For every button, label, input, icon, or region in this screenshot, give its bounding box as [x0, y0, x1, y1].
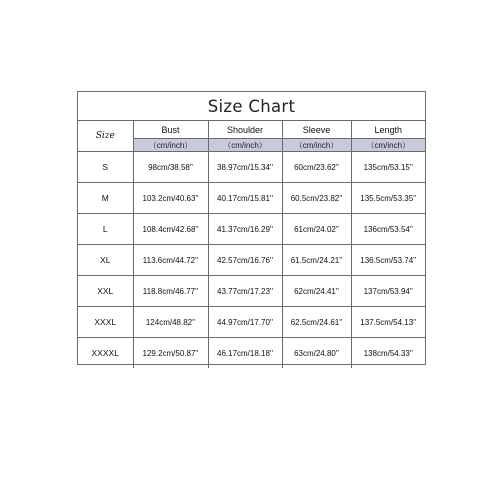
table-row [78, 214, 425, 245]
length-cell: 137cm/53.94'' [351, 276, 425, 307]
length-cell: 135cm/53.15'' [351, 152, 425, 183]
size-cell: M [78, 183, 133, 214]
unit-label: （cm/inch） [351, 139, 425, 152]
bust-cell: 129.2cm/50.87'' [133, 338, 208, 369]
table-row [78, 307, 425, 338]
header-row [78, 121, 425, 139]
size-cell: XXXXL [78, 338, 133, 369]
size-cell: S [78, 152, 133, 183]
column-header-length: Length [351, 121, 425, 139]
shoulder-cell: 40.17cm/15.81'' [208, 183, 282, 214]
shoulder-cell: 44.97cm/17.70'' [208, 307, 282, 338]
sleeve-cell: 61cm/24.02'' [282, 214, 351, 245]
size-cell: L [78, 214, 133, 245]
length-cell: 137.5cm/54.13'' [351, 307, 425, 338]
sleeve-cell: 62cm/24.41'' [282, 276, 351, 307]
sleeve-cell: 63cm/24.80'' [282, 338, 351, 369]
size-cell: XXL [78, 276, 133, 307]
size-chart [77, 91, 426, 365]
bust-cell: 118.8cm/46.77'' [133, 276, 208, 307]
length-cell: 135.5cm/53.35'' [351, 183, 425, 214]
bust-cell: 124cm/48.82'' [133, 307, 208, 338]
column-header-bust: Bust [133, 121, 208, 139]
sleeve-cell: 61.5cm/24.21'' [282, 245, 351, 276]
size-cell: XXXL [78, 307, 133, 338]
size-table [78, 121, 425, 368]
table-row [78, 276, 425, 307]
shoulder-cell: 41.37cm/16.29'' [208, 214, 282, 245]
shoulder-cell: 46.17cm/18.18'' [208, 338, 282, 369]
chart-title: Size Chart [78, 92, 425, 121]
sleeve-cell: 60cm/23.62'' [282, 152, 351, 183]
sleeve-cell: 60.5cm/23.82'' [282, 183, 351, 214]
bust-cell: 113.6cm/44.72'' [133, 245, 208, 276]
length-cell: 138cm/54.33'' [351, 338, 425, 369]
bust-cell: 98cm/38.58'' [133, 152, 208, 183]
table-row [78, 152, 425, 183]
column-header-shoulder: Shoulder [208, 121, 282, 139]
shoulder-cell: 38.97cm/15.34'' [208, 152, 282, 183]
length-cell: 136.5cm/53.74'' [351, 245, 425, 276]
sleeve-cell: 62.5cm/24.61'' [282, 307, 351, 338]
shoulder-cell: 42.57cm/16.76'' [208, 245, 282, 276]
shoulder-cell: 43.77cm/17.23'' [208, 276, 282, 307]
unit-label: （cm/inch） [133, 139, 208, 152]
size-cell: XL [78, 245, 133, 276]
length-cell: 136cm/53.54'' [351, 214, 425, 245]
table-row [78, 183, 425, 214]
bust-cell: 103.2cm/40.63'' [133, 183, 208, 214]
unit-label: （cm/inch） [282, 139, 351, 152]
size-column-header: Size [78, 121, 133, 152]
column-header-sleeve: Sleeve [282, 121, 351, 139]
bust-cell: 108.4cm/42.68'' [133, 214, 208, 245]
table-row [78, 338, 425, 369]
table-row [78, 245, 425, 276]
unit-label: （cm/inch） [208, 139, 282, 152]
